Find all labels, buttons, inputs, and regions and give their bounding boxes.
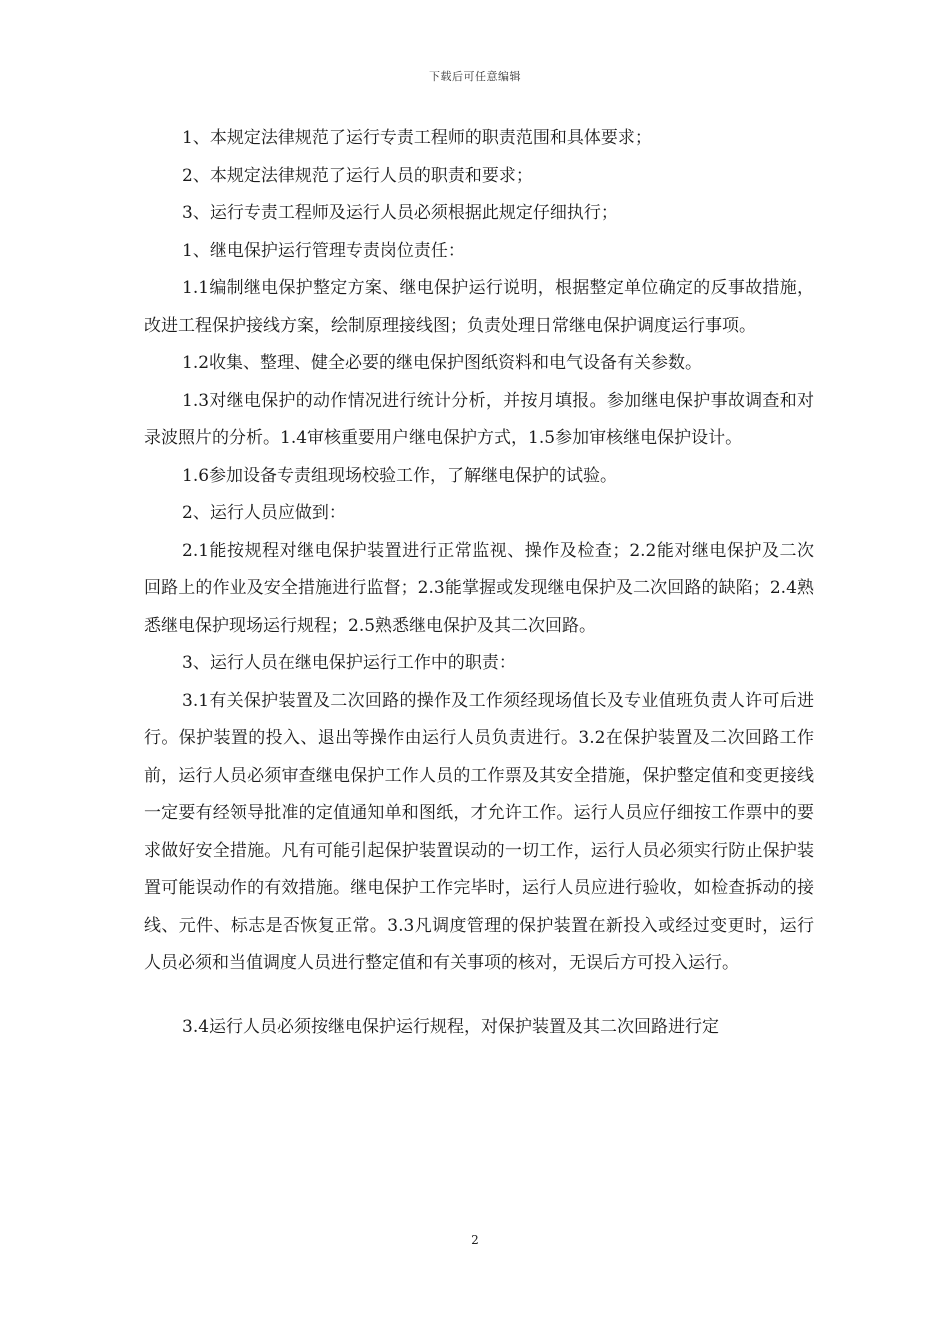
page-number: 2 <box>471 1233 479 1247</box>
paragraph-3-4: 3.4运行人员必须按继电保护运行规程，对保护装置及其二次回路进行定 <box>182 1016 720 1037</box>
paragraph-1-1: 1.1编制继电保护整定方案、继电保护运行说明，根据整定单位确定的反事故措施，改进工程保护接线方案，绘制原理接线图；负责处理日常继电保护调度运行事项。 <box>144 278 814 336</box>
paragraph-2-1: 2.1能按规程对继电保护装置进行正常监视、操作及检查；2.2能对继电保护及二次回路上的作业及安全措施进行监督；2.3能掌握或发现继电保护及二次回路的缺陷；2.4熟悉继电保护现场运行规程；2.5熟悉继电保护及其二次回路。 <box>144 540 814 636</box>
paragraph-1-2: 1.2收集、整理、健全必要的继电保护图纸资料和电气设备有关参数。 <box>182 353 703 373</box>
paragraph-1-6: 1.6参加设备专责组现场校验工作，了解继电保护的试验。 <box>182 465 618 486</box>
section-heading-3: 3、运行人员在继电保护运行工作中的职责： <box>182 653 516 673</box>
paragraph-1-3: 1.3对继电保护的动作情况进行统计分析，并按月填报。参加继电保护事故调查和对录波照片的分析。1.4审核重要用户继电保护方式，1.5参加审核继电保护设计。 <box>144 390 814 448</box>
paragraph-3: 3、运行专责工程师及运行人员必须根据此规定仔细执行； <box>182 203 618 223</box>
document-body <box>144 120 814 1046</box>
page-header: 下载后可任意编辑 <box>429 70 521 83</box>
paragraph-2: 2、本规定法律规范了运行人员的职责和要求； <box>182 165 533 186</box>
paragraph-3-1: 3.1有关保护装置及二次回路的操作及工作须经现场值长及专业值班负责人许可后进行。保护装置的投入、退出等操作由运行人员负责进行。3.2在保护装置及二次回路工作前，运行人员必须审查继电保护工作人员的工作票及其安全措施，保护整定值和变更接线一定要有经领导批准的定值通知单和图纸，才允许工作。运行人员应仔细按工作票中的要求做好安全措施。凡有可能引起保护装置误动的一切工作，运行人员必须实行防止保护装置可能误动作的有效措施。继电保护工作完毕时，运行人员应进行验收，如检查拆动的接线、元件、标志是否恢复正常。3.3凡调度管理的保护装置在新投入或经过变更时，运行人员必须和当值调度人员进行整定值和有关事项的核对，无误后方可投入运行。 <box>144 690 814 973</box>
section-heading-2: 2、运行人员应做到： <box>182 503 346 523</box>
section-heading-1: 1、继电保护运行管理专责岗位责任： <box>182 240 465 261</box>
paragraph-1: 1、本规定法律规范了运行专责工程师的职责范围和具体要求； <box>182 128 652 148</box>
